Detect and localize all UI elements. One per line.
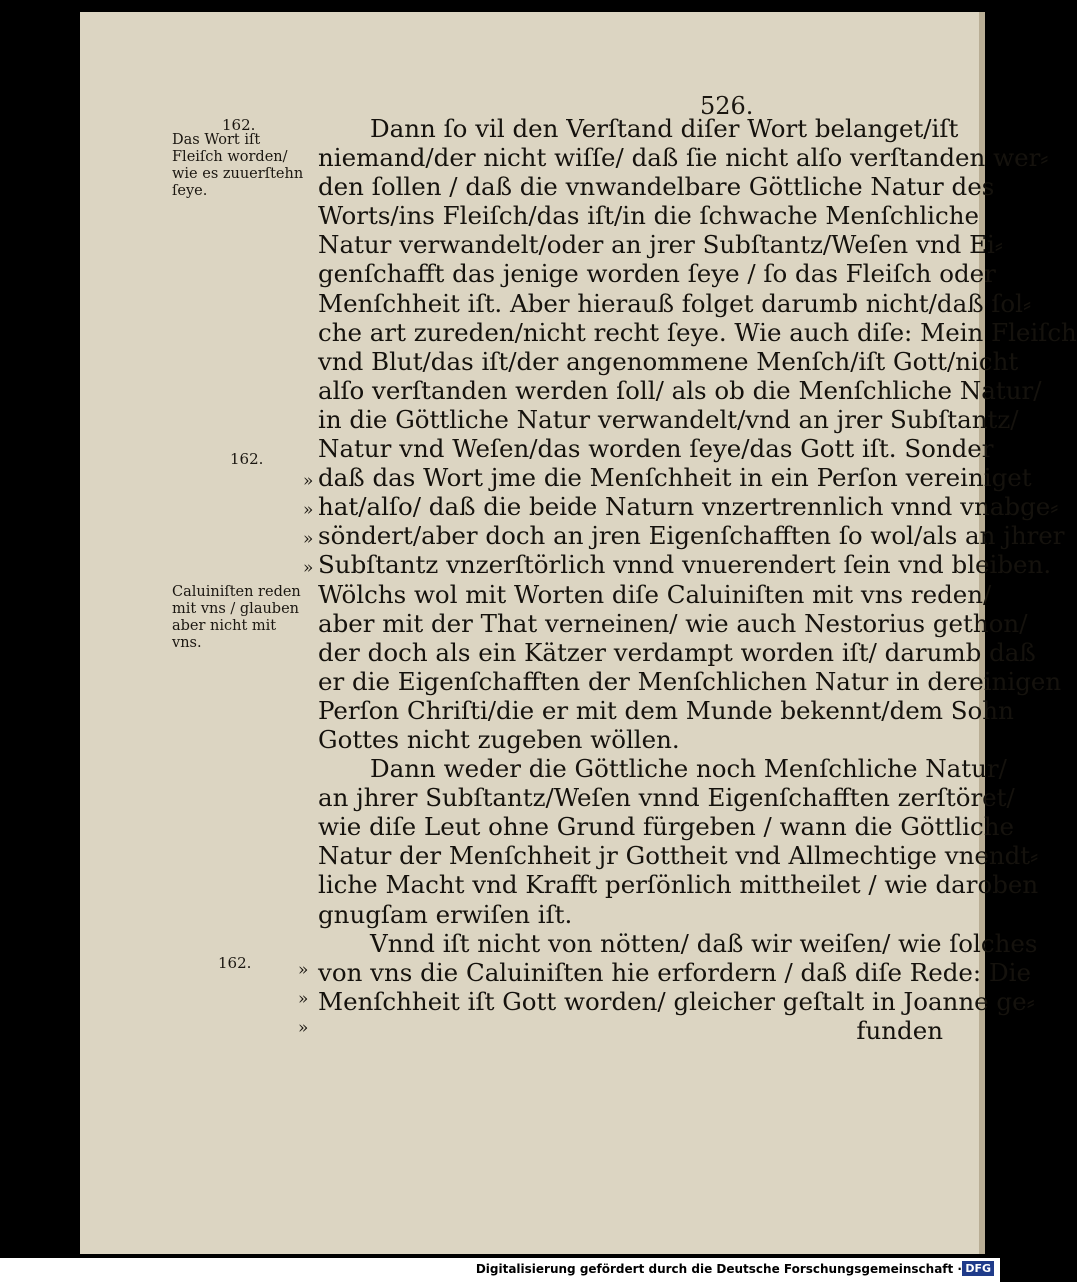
margin-note-number-4: 162. [218,954,252,972]
funding-credit: Digitalisierung gefördert durch die Deutsche Forschungsgemeinschaft · [475,1262,962,1276]
text-line: wie diſe Leut ohne Grund fürgeben / wann die Göttliche [318,812,1015,842]
text-line: von vns die Caluiniſten hie erfordern / daß diſe Rede: Die [318,957,1031,987]
text-line: Worts/ins Fleiſch/das iſt/in die ſchwache Menſchliche [318,201,980,231]
margin-note-line: mit vns / glauben [172,601,300,617]
text-line: liche Macht vnd Krafft perſönlich mittheilet / wie daroben [318,870,1039,900]
margin-note-3 [172,584,301,652]
margin-note-line: wie es zuuerſtehn [172,166,304,182]
text-line: Gottes nicht zugeben wöllen. [318,724,680,754]
text-line: Natur der Menſchheit jr Gottheit vnd Allmechtige vnendt⸗ [318,841,1039,871]
text-line: daß das Wort jme die Menſchheit in ein Perſon vereiniget [318,463,1032,493]
text-line: vnd Blut/das iſt/der angenommene Menſch/iſt Gott/nicht [318,346,1019,376]
body-text [318,114,1077,1045]
margin-note-line: vns. [172,635,202,651]
text-line: der doch als ein Kätzer verdampt worden iſt/ darumb daß [318,637,1036,667]
quote-mark: » [303,471,314,491]
margin-note-line: Das Wort iſt [172,132,261,148]
quote-marks-2 [298,956,308,1043]
text-line: Menſchheit iſt Gott worden/ gleicher geſtalt in Joanne ge⸗ [318,986,1035,1016]
text-line: niemand/der nicht wiſſe/ daß ſie nicht alſo verſtanden wer⸗ [318,143,1049,173]
quote-mark: » [303,500,314,521]
quote-mark: » [303,558,314,579]
text-line: Natur vnd Weſen/das worden ſeye/das Gott iſt. Sonder [318,434,994,464]
text-line: söndert/aber doch an jren Eigenſchafften ſo wol/als an jhrer [318,521,1065,551]
text-line: Natur verwandelt/oder an jrer Subſtantz/Weſen vnd Ei⸗ [318,230,1003,260]
text-line: in die Göttliche Natur verwandelt/vnd an jrer Subſtantz/ [318,404,1019,434]
quote-mark: » [298,1018,309,1039]
text-line: den ſollen / daß die vnwandelbare Göttliche Natur des [318,172,995,202]
text-line: Perſon Chriſti/die er mit dem Munde bekennt/dem Sohn [318,695,1014,725]
text-line: che art zureden/nicht recht ſeye. Wie auch diſe: Mein Fleiſch [318,317,1077,347]
quote-marks-1 [303,467,313,583]
quote-mark: » [298,989,309,1010]
text-line: Wölchs wol mit Worten diſe Caluiniſten mit vns reden/ [318,579,992,609]
quote-mark: » [303,529,314,550]
margin-note-number-1: 162. [222,116,256,134]
catchword: funden [856,1015,943,1045]
margin-note-line: Caluiniſten reden [172,584,301,600]
text-line: genſchafft das jenige worden ſeye / ſo das Fleiſch oder [318,259,996,289]
margin-note-number-2: 162. [230,450,264,468]
margin-note-1 [172,132,303,200]
text-line: er die Eigenſchafften der Menſchlichen Natur in dereinigen [318,666,1062,696]
margin-note-line: Fleiſch worden/ [172,149,288,165]
text-line: Dann ſo vil den Verſtand diſer Wort belanget/iſt [370,114,959,143]
footer-bar [0,1258,1000,1282]
text-line: Vnnd iſt nicht von nötten/ daß wir weiſen/ wie ſolches [370,928,1038,958]
text-line: gnugſam erwiſen iſt. [318,899,573,929]
dfg-logo: DFG [962,1261,994,1276]
text-line: an jhrer Subſtantz/Weſen vnnd Eigenſchafften zerſtöret/ [318,783,1015,813]
text-line: hat/alſo/ daß die beide Naturn vnzertrennlich vnnd vnabge⸗ [318,492,1059,522]
text-line: Menſchheit iſt. Aber hierauß folget darumb nicht/daß ſol⸗ [318,288,1032,318]
page-number: 526. [700,92,754,120]
book-page [80,12,1077,1254]
quote-mark: » [298,960,309,980]
text-line: alſo verſtanden werden ſoll/ als ob die Menſchliche Natur/ [318,375,1042,405]
text-line: Dann weder die Göttliche noch Menſchliche Natur/ [370,754,1007,784]
text-line: aber mit der That verneinen/ wie auch Nestorius gethon/ [318,608,1028,638]
margin-note-line: aber nicht mit [172,618,277,634]
text-line: Subſtantz vnzerſtörlich vnnd vnuerendert ſein vnd bleiben. [318,550,1052,580]
margin-note-line: ſeye. [172,183,208,199]
